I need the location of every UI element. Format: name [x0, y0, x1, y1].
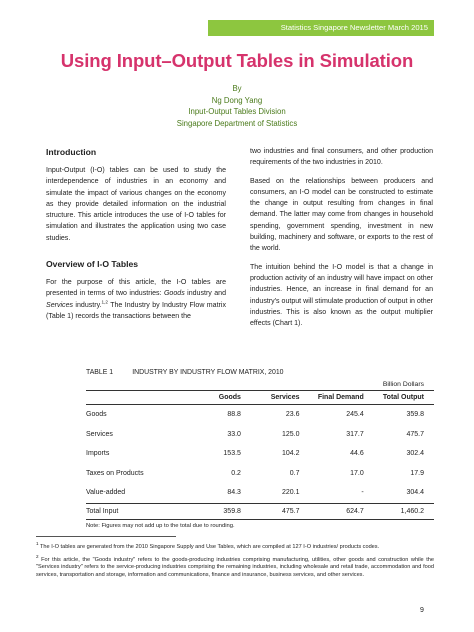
- table-cell: 125.0: [281, 430, 300, 438]
- table-cell: 359.8: [192, 503, 241, 519]
- table-cell: 17.0: [350, 469, 364, 477]
- table-cell: 624.7: [300, 503, 364, 519]
- table-note: Note: Figures may not add up to the total due to rounding.: [86, 522, 235, 529]
- services-term: Services: [46, 301, 74, 309]
- table-cell: 153.5: [223, 450, 241, 458]
- flow-matrix: [86, 390, 434, 520]
- table-row: [86, 464, 434, 484]
- header-cell: Services: [241, 391, 300, 405]
- section-heading-overview: Overview of I-O Tables: [46, 259, 139, 270]
- footnote-2: [36, 553, 434, 580]
- table-cell: 302.4: [406, 450, 424, 458]
- table-cell: -: [361, 489, 364, 497]
- table-cell: 0.2: [231, 469, 241, 477]
- byline-by: By: [232, 84, 242, 93]
- row-label: Taxes on Products: [86, 469, 144, 477]
- right-paragraph-1: two industries and final consumers, and other production requirements of the two industries in 2010.: [250, 148, 433, 167]
- table-cell: 245.4: [346, 411, 364, 419]
- footnote-1: [36, 541, 434, 552]
- table-cell: 304.4: [406, 489, 424, 497]
- overview-paragraph: For the purpose of this article, the I-O tables are presented in terms of two industries: Goods industry and Services industry.$^{1,2}$ The Industry by Industry Flow matrix (Table 1) records the transactions between the: [46, 279, 226, 320]
- left-column: [46, 146, 226, 322]
- table-cell: 1,460.2: [364, 503, 434, 519]
- table-row: [86, 483, 434, 503]
- byline: [0, 83, 474, 129]
- right-column: [250, 146, 433, 329]
- header-cell: Total Output: [364, 391, 434, 405]
- author-name: Ng Dong Yang: [211, 95, 263, 105]
- table-cell: 23.6: [285, 411, 300, 419]
- table-cell: 33.0: [227, 430, 241, 438]
- footnote-text: The I-O tables are generated from the 2010 Singapore Supply and Use Tables, which are compiled at 127 I-O industries/ products codes.: [40, 544, 380, 550]
- footnote-mark: 2: [36, 553, 39, 559]
- footnote-reference: 1,2: [101, 299, 108, 305]
- newsletter-header-band: [208, 20, 434, 36]
- table-units: Billion Dollars: [382, 381, 424, 388]
- table-cell: 104.2: [281, 450, 300, 458]
- table-row: [86, 444, 434, 464]
- row-label: Goods: [86, 411, 107, 419]
- table-cell: 220.1: [281, 489, 300, 497]
- table-cell: 84.3: [227, 489, 241, 497]
- footnote-text: For this article, the "Goods industry" refers to the goods-producing industries comprising manufacturing, utilities, other goods and construction while the "Services industry" refers to the service-producing industries comprising the remaining industries, including wholesale and retail trade, accommodation and food services, transportation and storage, information and communications, finance and insurance, business services, and other services.: [36, 556, 434, 578]
- header-cell: Goods: [192, 391, 241, 405]
- table-caption: [86, 369, 283, 376]
- table-total-row: [86, 503, 434, 519]
- row-label: Total Input: [86, 503, 192, 519]
- goods-term: Goods: [163, 290, 185, 298]
- table-title: INDUSTRY BY INDUSTRY FLOW MATRIX, 2010: [132, 369, 284, 376]
- footnotes: [36, 541, 434, 579]
- footnote-mark: 1: [36, 541, 39, 547]
- page-number: 9: [420, 607, 424, 614]
- row-label: Imports: [86, 450, 110, 458]
- table-row: [86, 405, 434, 425]
- author-division: Input-Output Tables Division: [188, 107, 286, 116]
- right-paragraph-3: The intuition behind the I-O model is that a change in production activity of an industry will have impact on other industries. Hence, an increase in final demand for an industry's output will stimulate production of output in other industries. This is also known as the output multiplier effects (Chart 1).: [250, 263, 433, 328]
- footnote-divider: [36, 536, 176, 537]
- flow-matrix-table: [86, 380, 434, 529]
- table-cell: 17.9: [410, 469, 424, 477]
- row-label: Services: [86, 430, 113, 438]
- table-cell: 88.8: [227, 411, 241, 419]
- author-department: Singapore Department of Statistics: [176, 118, 298, 128]
- header-cell: Final Demand: [300, 391, 364, 405]
- row-label: Value-added: [86, 489, 126, 497]
- table-cell: 317.7: [346, 430, 364, 438]
- table-label: TABLE 1: [86, 369, 114, 376]
- right-paragraph-2: Based on the relationships between producers and consumers, an I-O model can be constructed to estimate the change in output resulting from changes in final demand. The latter may come from changes in household spending, government spending, investment in new building, machinery and software, or exports to the rest of the world.: [250, 177, 433, 253]
- newsletter-name: Statistics Singapore Newsletter March 2015: [280, 23, 428, 32]
- table-row: [86, 425, 434, 445]
- section-heading-introduction: Introduction: [46, 147, 97, 157]
- table-cell: 0.7: [289, 469, 300, 477]
- table-cell: 44.6: [350, 450, 364, 458]
- table-cell: 475.7: [406, 430, 424, 438]
- article-title: Using Input–Output Tables in Simulation: [60, 50, 414, 71]
- header-cell: [86, 391, 192, 405]
- table-cell: 475.7: [241, 503, 300, 519]
- intro-paragraph: Input-Output (I-O) tables can be used to study the interdependence of industries in an economy and simulate the impact of various changes on the economy as they provide detailed information on the industrial structure. This article introduces the use of I-O tables for simulation and illustrates the application using two case studies.: [46, 167, 226, 242]
- table-cell: 359.8: [406, 411, 424, 419]
